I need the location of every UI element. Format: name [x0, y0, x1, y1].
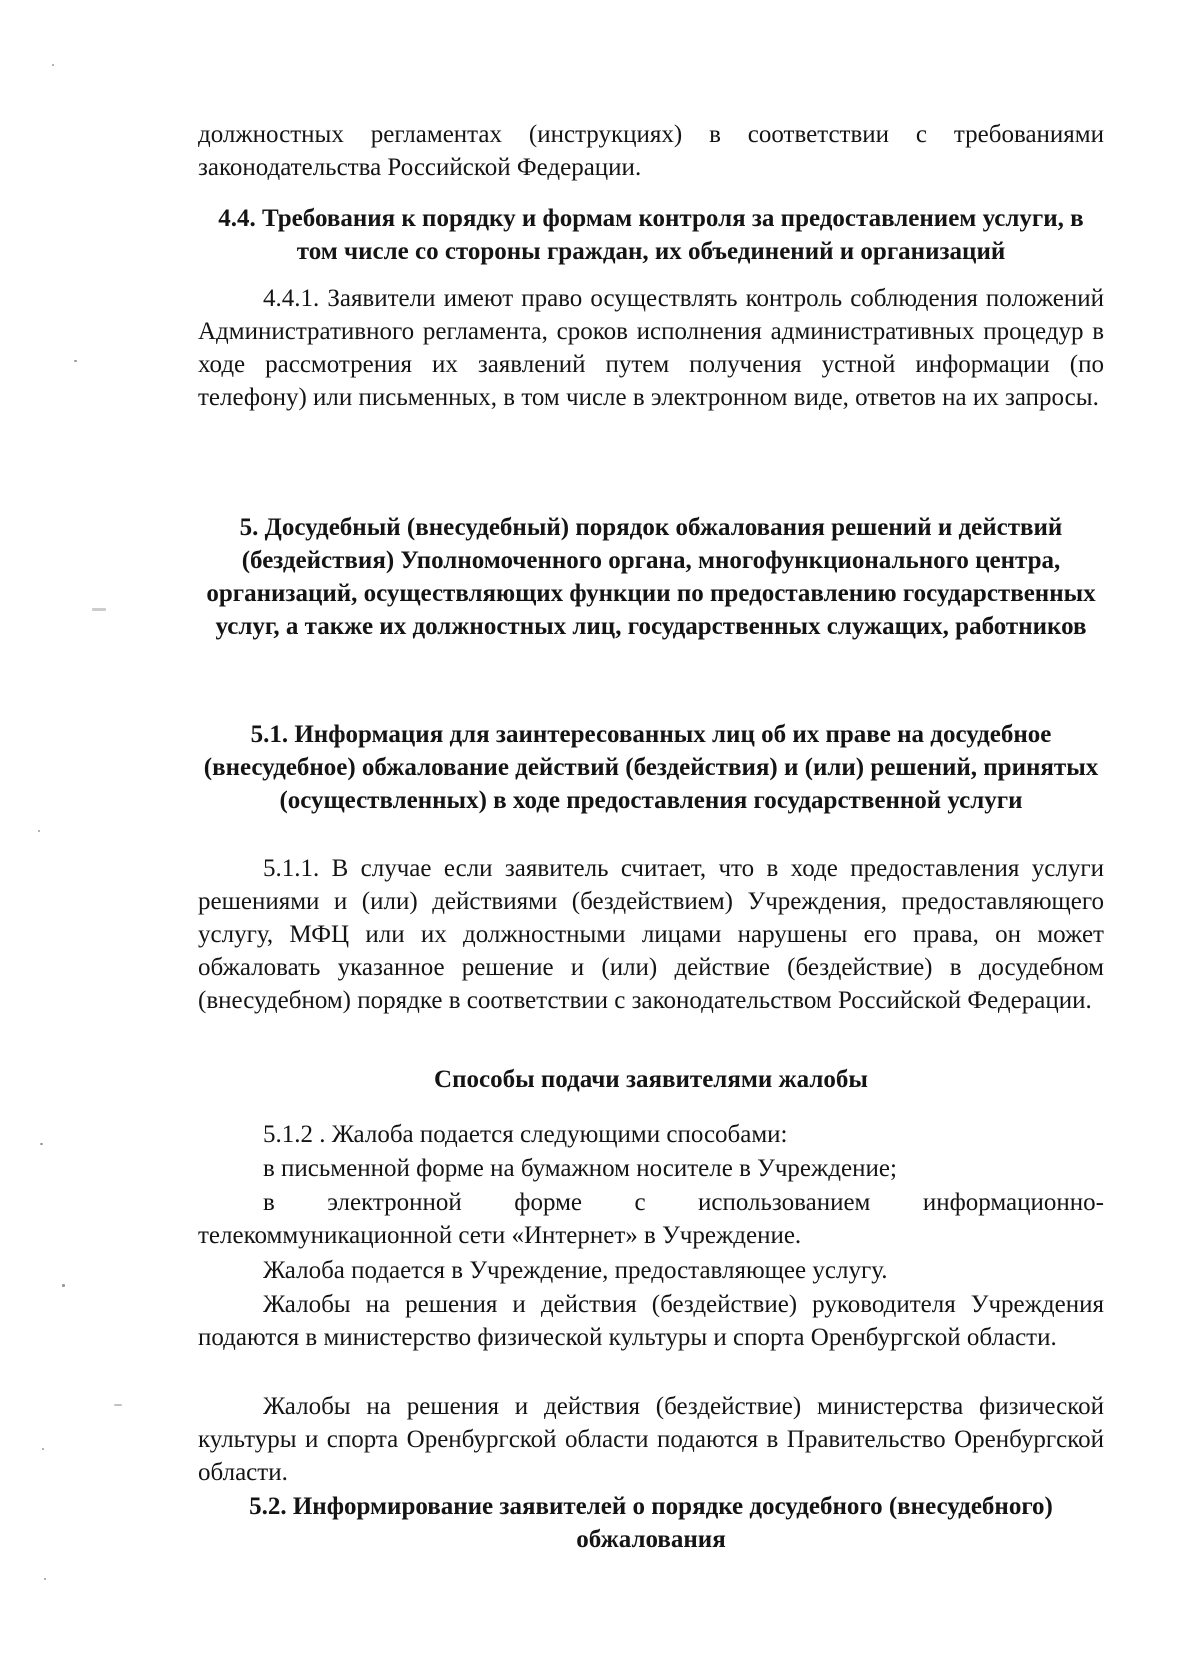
scan-speck — [38, 830, 40, 832]
scan-speck — [40, 1143, 43, 1145]
scan-speck — [52, 64, 54, 66]
scan-speck — [44, 1578, 46, 1580]
subheading-complaint-methods: Способы подачи заявителями жалобы — [434, 1066, 868, 1093]
paragraph-5-1-1: 5.1.1. В случае если заявитель считает, что в ходе предоставления услуги решениями и (или) действиями (бездействием) Учреждения, предоставляющего услугу, МФЦ или их должностными лицами нарушены его права, он может обжаловать указанное решение и (или) действие (бездействие) в досудебном (внесудебном) порядке в соответствии с законодательством Российской Федерации. — [198, 855, 1104, 1014]
heading-section-5-2: 5.2. Информирование заявителей о порядке досудебного (внесудебного) обжалования — [249, 1493, 1053, 1553]
paragraph-regulations-continuation: должностных регламентах (инструкциях) в соответствии с требованиями законодательства Российской Федерации. — [198, 121, 1104, 181]
paragraph-4-4-1: 4.4.1. Заявители имеют право осуществлять контроль соблюдения положений Административного регламента, сроков исполнения административных процедур в ходе рассмотрения их заявлений путем получения устной информации (по телефону) или письменных, в том числе в электронном виде, ответов на их запросы. — [198, 285, 1104, 411]
heading-section-4-4: 4.4. Требования к порядку и формам контроля за предоставлением услуги, в том числе со стороны граждан, их объединений и организаций — [218, 205, 1084, 265]
paragraph-head-complaints: Жалобы на решения и действия (бездействие) руководителя Учреждения подаются в министерство физической культуры и спорта Оренбургской области. — [198, 1291, 1104, 1351]
method-electronic-form: в электронной форме с использованием информационно-телекоммуникационной сети «Интернет» в Учреждение. — [198, 1189, 1104, 1249]
paragraph-5-1-2: 5.1.2 . Жалоба подается следующими способами: — [263, 1121, 788, 1148]
method-paper-form: в письменной форме на бумажном носителе в Учреждение; — [263, 1155, 897, 1182]
scan-speck — [74, 360, 77, 362]
paragraph-complaint-filed-to: Жалоба подается в Учреждение, предоставляющее услугу. — [263, 1257, 888, 1284]
scan-speck — [92, 608, 106, 611]
scan-speck — [42, 1448, 44, 1450]
heading-section-5-1: 5.1. Информация для заинтересованных лиц об их праве на досудебное (внесудебное) обжалование действий (бездействия) и (или) решений, принятых (осуществленных) в ходе предоставления государственной услуги — [203, 721, 1099, 814]
paragraph-ministry-complaints: Жалобы на решения и действия (бездействие) министерства физической культуры и спорта Оренбургской области подаются в Правительство Оренбургской области. — [198, 1393, 1104, 1486]
heading-section-5: 5. Досудебный (внесудебный) порядок обжалования решений и действий (бездействия) Уполномоченного органа, многофункционального центра, организаций, осуществляющих функции по предоставлению государственных услуг, а также их должностных лиц, государственных служащих, работников — [206, 514, 1096, 640]
scan-speck — [114, 1404, 122, 1406]
scan-speck — [62, 1284, 65, 1287]
